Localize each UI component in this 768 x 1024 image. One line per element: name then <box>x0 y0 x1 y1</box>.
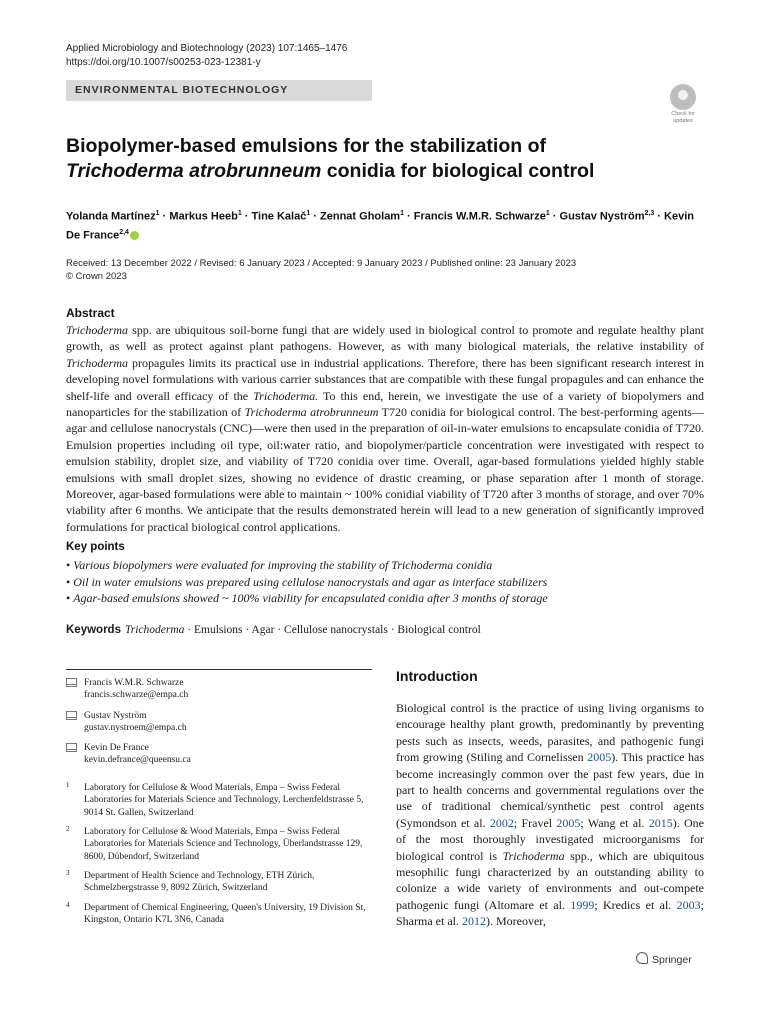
contact-email[interactable]: kevin.defrance@queensu.ca <box>84 755 191 766</box>
envelope-icon <box>66 711 77 720</box>
italic-term: Trichoderma. <box>253 388 319 403</box>
citation-link[interactable]: 2002 <box>489 815 514 830</box>
italic-term: Trichoderma <box>502 848 565 863</box>
citation-link[interactable]: 2003 <box>676 897 701 912</box>
section-banner <box>66 80 372 101</box>
contact-name: Kevin De France <box>84 743 149 753</box>
text-run: Biological control is the practice of using living organisms to encourage healthy plant growth, predominantly by preventing pests such as insects, weeds, parasites, and pathogenic fungi from growing (Stiling and Cornelissen <box>396 701 704 765</box>
title-species: Trichoderma atrobrunneum <box>66 160 322 182</box>
check-for-updates-button[interactable] <box>664 84 702 124</box>
check-updates-line1: Check for <box>671 111 695 117</box>
citation-link[interactable]: 1999 <box>570 897 595 912</box>
author-affiliation-ref: 1 <box>237 210 242 217</box>
contact-entry <box>66 742 191 767</box>
text-run: ; Sharma et al. <box>396 897 704 929</box>
affiliation-entry <box>66 870 372 895</box>
envelope-icon <box>66 678 77 687</box>
publisher-footer <box>636 952 692 966</box>
citation-link[interactable]: 2012 <box>461 914 486 929</box>
contact-entry <box>66 710 187 735</box>
keyword-first: Trichoderma <box>124 624 185 636</box>
introduction-heading: Introduction <box>396 668 478 684</box>
text-run: ; Wang et al. <box>580 815 649 830</box>
citation-link[interactable]: 2005 <box>587 750 612 765</box>
contact-name: Francis W.M.R. Schwarze <box>84 678 184 688</box>
text-run: ). This practice has become increasingly common over the past few years, due in part to health concerns and governmental regulations over the use of traditional chemical/synthetic pest control agents (Symondson et al. <box>396 750 704 830</box>
text-run: ). One of the most thoroughly investigated microorganisms for biological control is <box>396 815 704 863</box>
article-title: Biopolymer-based emulsions for the stabilization of Trichoderma atrobrunneum conidia for biological control <box>66 135 595 182</box>
affiliation-text: Department of Health Science and Technology, ETH Zürich, Schmelzbergstrasse 9, 8092 Zürich, Switzerland <box>84 871 315 894</box>
key-point-item: • Agar-based emulsions showed ~ 100% viability for encapsulated conidia after 3 months of storage <box>66 590 706 607</box>
section-label: ENVIRONMENTAL BIOTECHNOLOGY <box>75 84 289 96</box>
affiliation-entry <box>66 902 372 927</box>
key-point-item: • Various biopolymers were evaluated for improving the stability of Trichoderma conidia <box>66 557 706 574</box>
key-points-heading: Key points <box>66 541 125 553</box>
dates-line: Received: 13 December 2022 / Revised: 6 January 2023 / Accepted: 9 January 2023 / Published online: 23 January 2023 <box>66 258 577 269</box>
contact-email[interactable]: gustav.nystroem@empa.ch <box>84 723 187 734</box>
affiliation-text: Laboratory for Cellulose & Wood Materials, Empa – Swiss Federal Laboratories for Materials Science and Technology, Überlandstrasse 129, 8600, Dübendorf, Switzerland <box>84 827 363 862</box>
author-affiliation-ref: 1 <box>155 210 160 217</box>
text-run: ; Fravel <box>513 815 557 830</box>
envelope-icon <box>66 743 77 752</box>
italic-term: Trichoderma atrobrunneum <box>244 405 379 420</box>
author-name[interactable]: Zennat Gholam <box>320 210 401 223</box>
author-name[interactable]: Markus Heeb <box>169 210 238 223</box>
affiliation-number: 1 <box>66 781 70 789</box>
italic-term: Trichoderma <box>66 355 129 370</box>
key-points-list <box>66 557 706 607</box>
crossmark-icon <box>670 84 696 110</box>
text-run: To this end, herein, we investigate the use of a variety of biopolymers and nanoparticles for the stabilization of <box>66 388 705 420</box>
keywords-line <box>66 622 481 638</box>
copyright-line: © Crown 2023 <box>66 271 127 282</box>
key-point-item: • Oil in water emulsions was prepared using cellulose nanocrystals and agar as interface stabilizers <box>66 574 706 591</box>
author-name[interactable]: Gustav Nyström <box>559 210 645 223</box>
author-name[interactable]: Kevin De France <box>66 210 694 242</box>
publication-dates <box>66 257 576 283</box>
affiliation-number: 2 <box>66 825 70 833</box>
author-affiliation-ref: 1 <box>306 210 311 217</box>
text-run: propagules limits its practical use in industrial applications. Therefore, there has been significant research interest in developing novel formulations with various carrier substances that are compatible with these fungal propagules and can enhance the shelf-life and overall efficacy of the <box>66 355 704 403</box>
journal-header <box>66 42 347 70</box>
contact-entry <box>66 677 188 702</box>
citation-link[interactable]: 2005 <box>556 815 581 830</box>
affiliation-entry <box>66 782 372 819</box>
author-list: Yolanda Martínez$^1$ · Markus Heeb$^1$ · Tine Kalač$^1$ · Zennat Gholam$^1$ · Francis W.M.R. Schwarze$^1$ · Gustav Nyström$^{2,3}$ · Kevin De France$^{2,4}$ <box>66 210 694 242</box>
citation-link[interactable]: 2015 <box>648 815 673 830</box>
italic-term: Trichoderma <box>66 323 129 337</box>
text-run: spp., which are ubiquitous mesophilic fungi characterized by an outstanding ability to colonize a wide variety of environments and out-compete pathogenic fungi (Altomare et al. <box>396 848 704 912</box>
introduction-body <box>396 700 704 930</box>
affiliation-text: Laboratory for Cellulose & Wood Materials, Empa – Swiss Federal Laboratories for Materials Science and Technology, Lerchenfeldstrasse 5, 9014 St. Gallen, Switzerland <box>84 783 364 818</box>
doi-link[interactable]: https://doi.org/10.1007/s00253-023-12381-y <box>66 57 261 68</box>
text-run: spp. are ubiquitous soil-borne fungi that are widely used in biological control to promote and regulate healthy plant growth, as well as protect against plant pathogens. However, as with many biological materials, the relative instability of <box>66 323 704 354</box>
author-affiliation-ref: 1 <box>545 210 550 217</box>
affiliation-number: 4 <box>66 901 70 909</box>
text-run: ). Moreover, <box>485 914 546 929</box>
author-affiliation-ref: 2,4 <box>119 228 129 236</box>
contact-name: Gustav Nyström <box>84 711 147 721</box>
orcid-icon[interactable] <box>130 231 139 240</box>
affiliation-text: Department of Chemical Engineering, Queen's University, 19 Division St, Kingston, Ontario K7L 3N6, Canada <box>84 903 366 926</box>
author-affiliation-ref: 1 <box>400 210 404 217</box>
affiliation-number: 3 <box>66 869 70 877</box>
author-name[interactable]: Francis W.M.R. Schwarze <box>413 210 546 223</box>
author-affiliation-ref: 2,3 <box>644 210 655 217</box>
journal-citation: Applied Microbiology and Biotechnology (2023) 107:1465–1476 <box>66 43 348 54</box>
footnote-divider <box>66 669 372 670</box>
author-name[interactable]: Tine Kalač <box>251 210 307 223</box>
keywords-label: Keywords <box>66 624 121 636</box>
keywords-rest: · Emulsions · Agar · Cellulose nanocrystals · Biological control <box>184 624 481 636</box>
text-run: ; Kredics et al. <box>594 897 677 912</box>
affiliation-entry <box>66 826 372 863</box>
author-name[interactable]: Yolanda Martínez <box>66 210 156 223</box>
publisher-name: Springer <box>652 954 692 966</box>
abstract-heading: Abstract <box>66 306 115 320</box>
text-run: T720 conidia for biological control. The best-performing agents—agar and cellulose nanocrystals (CNC)—were then used in the preparation of oil-in-water emulsions to encapsulate conidia of T720. Emulsion properties including oil type, oil:water ratio, and biopolymer/particle concentration were investigated with respect to emulsion stability, droplet size, and viability of T720 conidia over time. Overall, agar-based formulations yielded highly stable emulsions with small droplet sizes, showing no evidence of drastic creaming, or phase separation after 1 month of storage. Moreover, agar-based formulations were able to maintain ~ 100% conidial viability of T720 after 3 months of storage, and over 70% viability after 6 months. We anticipate that the results demonstrated herein will lead to a new generation of significantly improved formulations for practical biological control applications. <box>66 405 704 534</box>
abstract-body <box>66 322 704 535</box>
contact-email[interactable]: francis.schwarze@empa.ch <box>84 690 189 701</box>
check-updates-line2: updates <box>673 117 693 124</box>
springer-logo-icon <box>636 952 648 964</box>
